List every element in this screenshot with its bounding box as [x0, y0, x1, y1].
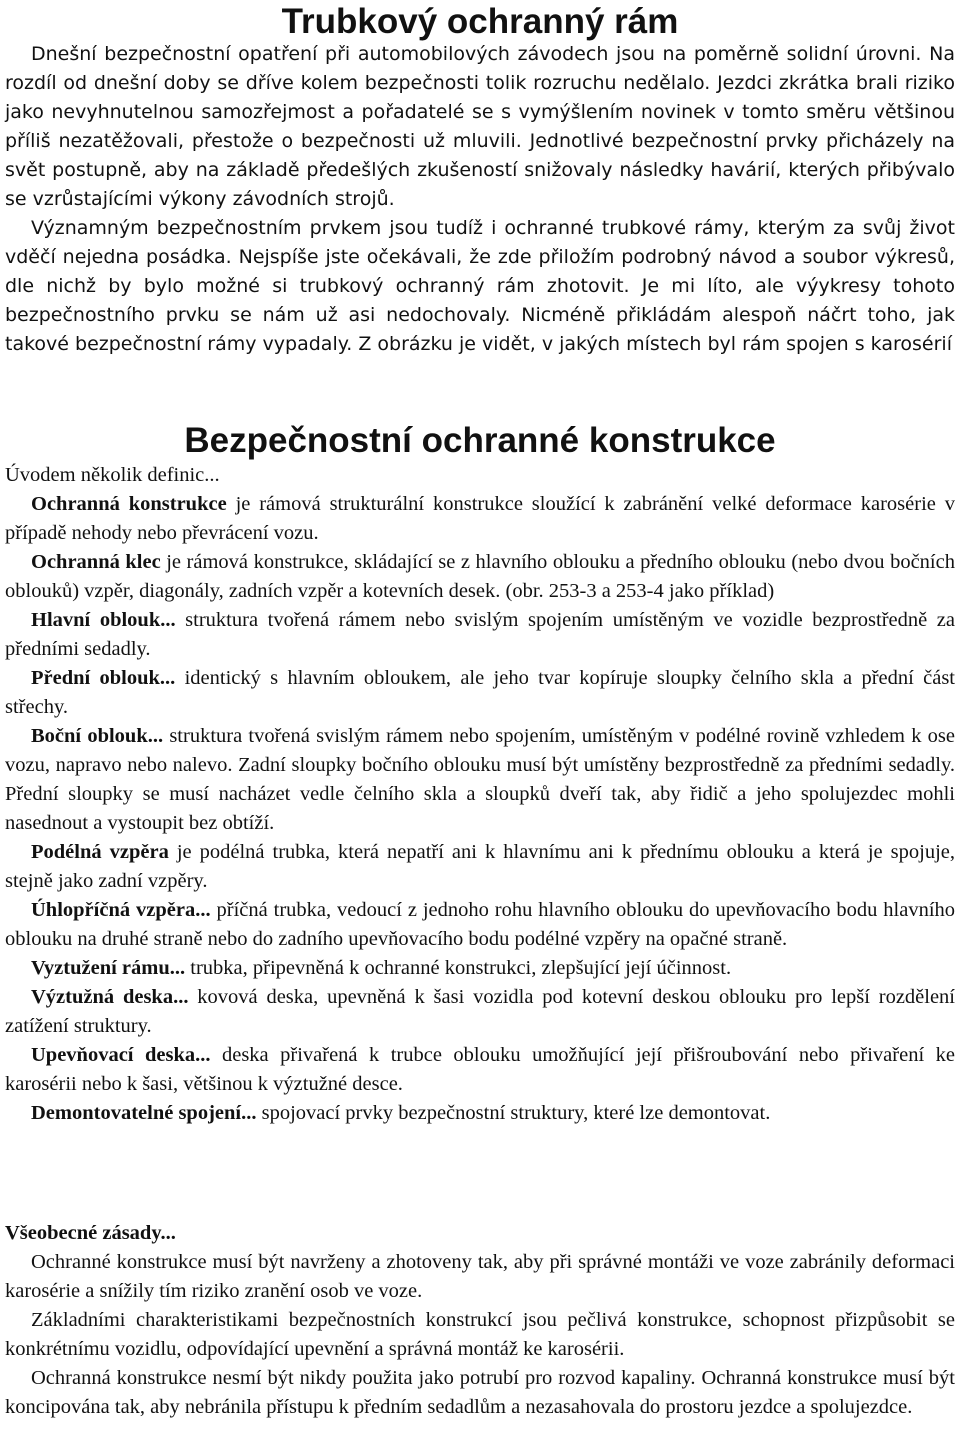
definition-text: deska přivařená k trubce oblouku umožňující její přišroubování nebo přivaření ke karosérii nebo k šasi, většinou k výztužné desce.	[5, 1044, 955, 1095]
definition-term: Upevňovací deska...	[31, 1044, 211, 1066]
definition-term: Ochranná klec	[31, 551, 161, 573]
intro-section	[5, 40, 955, 359]
definition-text: kovová deska, upevněná k šasi vozidla pod kotevní deskou oblouku pro lepší rozdělení zatížení struktury.	[5, 986, 956, 1037]
definition-text: je rámová strukturální konstrukce sloužící k zabránění velké deformace karosérie v případě nehody nebo převrácení vozu.	[5, 493, 955, 544]
definition-term: Demontovatelné spojení...	[31, 1102, 257, 1124]
definition-text: trubka, připevněná k ochranné konstrukci, zlepšující její účinnost.	[185, 957, 732, 979]
section-title: Bezpečnostní ochranné konstrukce	[184, 421, 776, 460]
definition-item	[5, 838, 955, 896]
definitions-section	[5, 461, 955, 1128]
definition-item	[5, 548, 955, 606]
definition-item	[5, 1099, 955, 1128]
definition-text: struktura tvořená rámem nebo svislým spojením umístěným ve vozidle bezprostředně za předními sedadly.	[5, 609, 955, 660]
definition-term: Přední oblouk...	[31, 667, 176, 689]
definitions-heading: Úvodem několik definic...	[5, 464, 220, 486]
general-paragraph-3: Ochranná konstrukce nesmí být nikdy použita jako potrubí pro rozvod kapaliny. Ochranná konstrukce musí být koncipována tak, aby nebránila přístupu k předním sedadlům a nezasahovala do prostoru jezdce a spolujezdce.	[5, 1367, 955, 1418]
definition-item	[5, 490, 955, 548]
definition-term: Boční oblouk...	[31, 725, 164, 747]
definition-term: Hlavní oblouk...	[31, 609, 176, 631]
definition-item	[5, 896, 955, 954]
definition-item	[5, 1041, 955, 1099]
intro-paragraph-2: Významným bezpečnostním prvkem jsou tudíž i ochranné trubkové rámy, kterým za svůj život vděčí nejedna posádka. Nejspíše jste očekávali, že zde přiložím podrobný návod a soubor výkresů, dle nichž by bylo možné si trubkový ochranný rám zhotovit. Je mi líto, ale výykresy tohoto bezpečnostního prvku se nám už asi nedochovaly. Nicméně přikládám alespoň náčrt toho, jak takové bezpečnostní rámy vypadaly. Z obrázku je vidět, v jakých místech byl rám spojen s karosérií	[5, 217, 955, 355]
definition-term: Ochranná konstrukce	[31, 493, 227, 515]
definition-item	[5, 954, 955, 983]
definition-text: je podélná trubka, která nepatří ani k hlavnímu ani k přednímu oblouku a která je spojuje, stejně jako zadní vzpěry.	[5, 841, 955, 892]
definition-item	[5, 722, 955, 838]
intro-paragraph-1: Dnešní bezpečnostní opatření při automobilových závodech jsou na poměrně solidní úrovni. Na rozdíl od dnešní doby se dříve kolem bezpečnosti tolik rozruchu nedělalo. Jezdci zkrátka brali riziko jako nevyhnutelnou samozřejmost a pořadatelé se s vymýšlením novinek v tomto směru většinou příliš nezatěžovali, přestože o bezpečnosti už mluvili. Jednotlivé bezpečnostní prvky přicházely na svět postupně, aby na základě předešlých zkušeností snižovaly následky havárií, kterých přibývalo se vzrůstajícími výkony závodních strojů.	[5, 43, 955, 210]
definition-text: příčná trubka, vedoucí z jednoho rohu hlavního oblouku do upevňovacího bodu hlavního oblouku na druhé straně nebo do zadního upevňovacího bodu podélné vzpěry na opačné straně.	[5, 899, 956, 950]
definition-term: Úhlopříčná vzpěra...	[31, 899, 211, 921]
definition-item	[5, 664, 955, 722]
definition-term: Podélná vzpěra	[31, 841, 169, 863]
definition-text: struktura tvořená svislým rámem nebo spojením, umístěným v podélné rovině vzhledem k ose vozu, napravo nebo nalevo. Zadní sloupky bočního oblouku musí být umístěny bezprostředně za předními sedadly. Přední sloupky se musí nacházet vedle čelního skla a sloupků dveří tak, aby řidič a jeho spolujezdec mohli nasednout a vystoupit bez obtíží.	[5, 725, 955, 834]
definition-term: Vyztužení rámu...	[31, 957, 186, 979]
definition-text: je rámová konstrukce, skládající se z hlavního oblouku a předního oblouku (nebo dvou bočních oblouků) vzpěr, diagonály, zadních vzpěr a kotevních desek. (obr. 253-3 a 253-4 jako příklad)	[5, 551, 955, 602]
general-heading: Všeobecné zásady...	[5, 1222, 176, 1244]
definition-item	[5, 983, 955, 1041]
general-paragraph-1: Ochranné konstrukce musí být navrženy a zhotoveny tak, aby při správné montáži ve voze zabránily deformaci karosérie a snížily tím riziko zranění osob ve voze.	[5, 1251, 955, 1302]
page-title: Trubkový ochranný rám	[281, 2, 679, 41]
definition-item	[5, 606, 955, 664]
definition-text: spojovací prvky bezpečnostní struktury, které lze demontovat.	[256, 1102, 771, 1124]
definition-term: Výztužná deska...	[31, 986, 189, 1008]
general-paragraph-2: Základními charakteristikami bezpečnostních konstrukcí jsou pečlivá konstrukce, schopnost přizpůsobit se konkrétnímu vozidlu, odpovídající upevnění a správná montáž ke karosérii.	[5, 1309, 955, 1360]
general-section	[5, 1219, 955, 1422]
definition-text: identický s hlavním obloukem, ale jeho tvar kopíruje sloupky čelního skla a přední část střechy.	[5, 667, 955, 718]
